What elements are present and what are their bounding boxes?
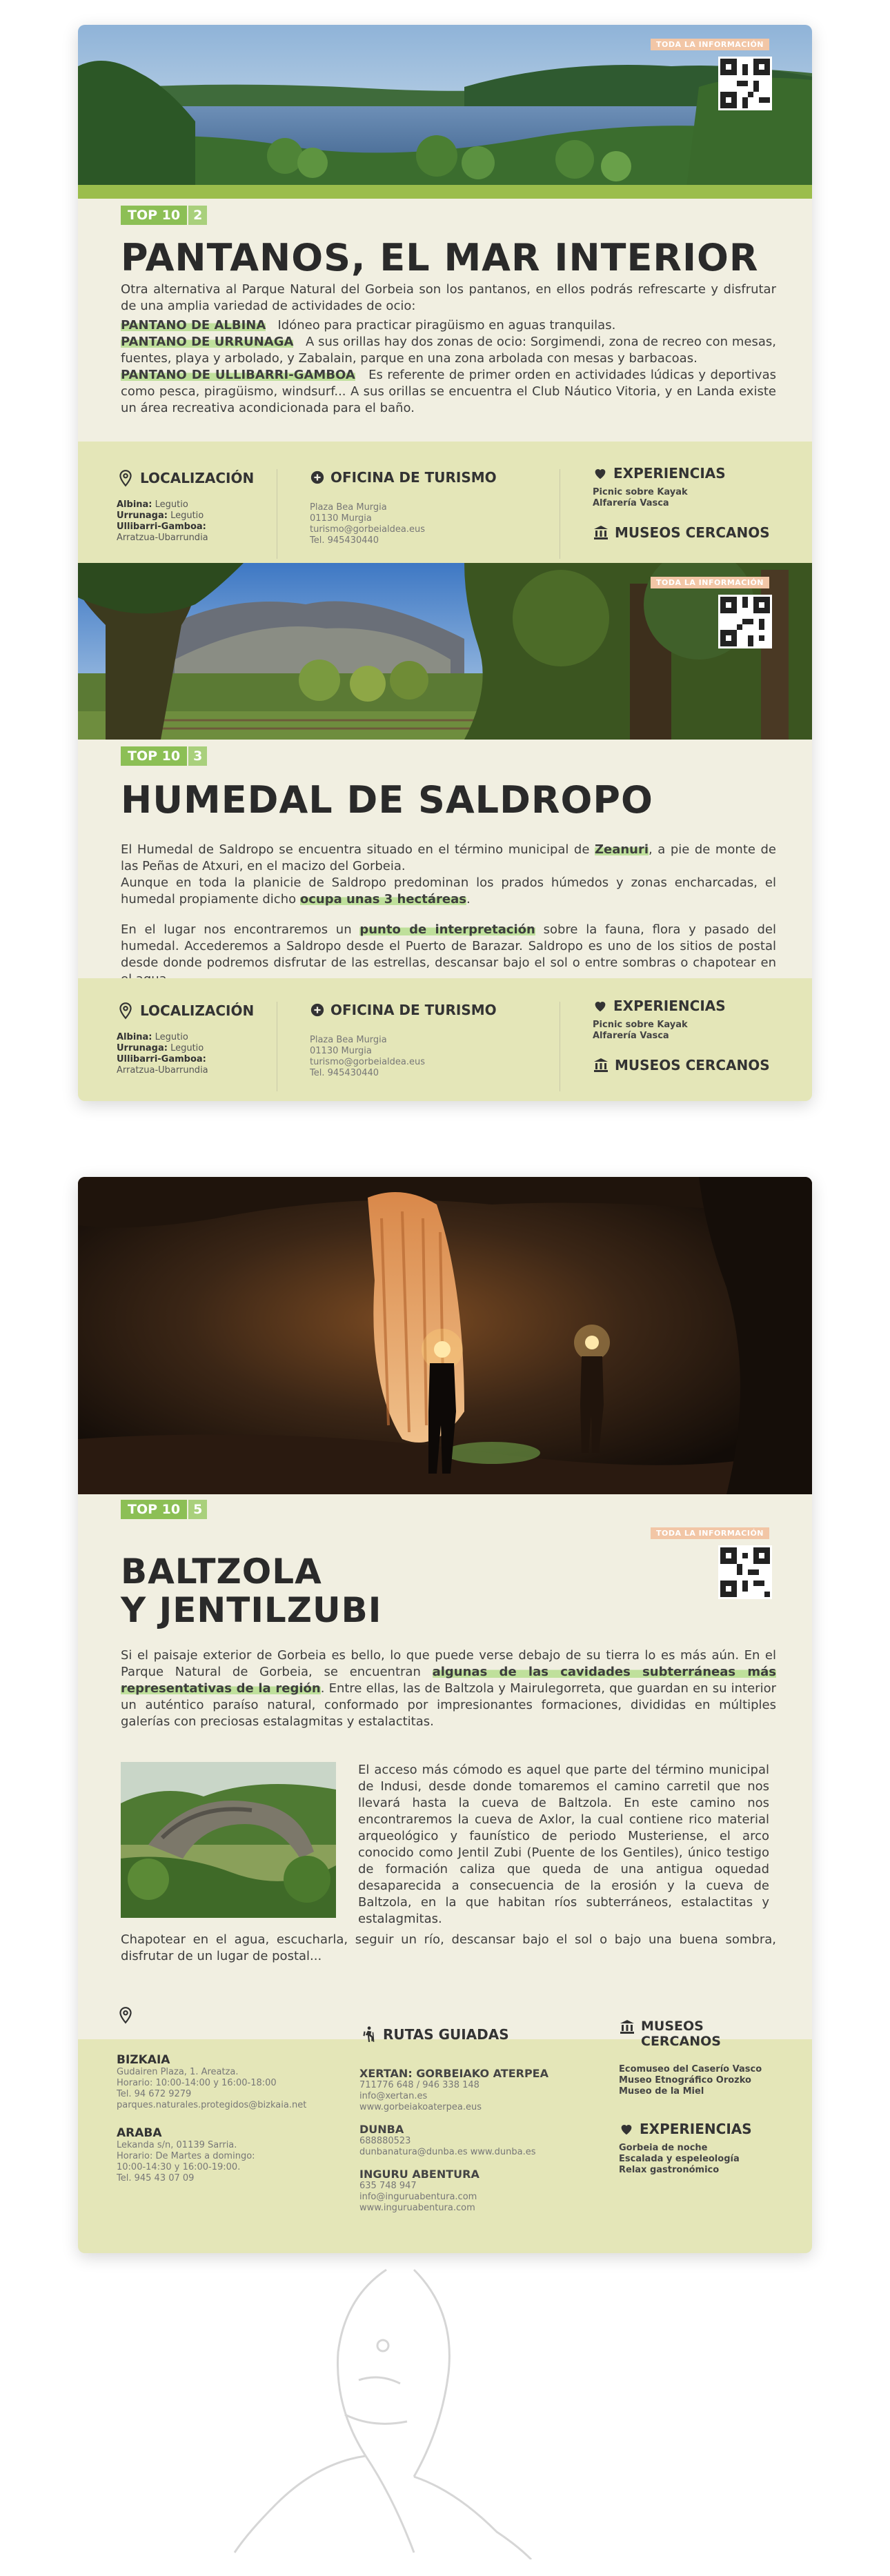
address-line: Gudairen Plaza, 1. Areatza. xyxy=(117,2067,239,2077)
top10-label: TOP 10 xyxy=(121,746,187,766)
inguru-title: INGURU ABENTURA xyxy=(359,2168,479,2181)
qr-code[interactable] xyxy=(718,57,772,110)
section-body xyxy=(121,281,776,417)
experiences-list xyxy=(593,487,793,509)
map-pin-icon xyxy=(117,469,135,487)
phone-line[interactable]: 635 748 947 xyxy=(359,2181,417,2191)
top10-badge xyxy=(121,206,207,225)
experience-item[interactable]: Gorbeia de noche xyxy=(619,2143,708,2153)
experiences-block xyxy=(593,465,793,541)
info-band xyxy=(78,978,812,1101)
hiker-icon xyxy=(359,2025,377,2043)
top10-badge xyxy=(121,746,207,766)
loc-value: Legutio xyxy=(170,1043,204,1053)
contact-line[interactable]: dunbanatura@dunba.es www.dunba.es xyxy=(359,2147,536,2157)
web-link[interactable]: www.inguruabentura.com xyxy=(359,2203,475,2213)
museum-icon xyxy=(593,524,609,541)
phone-line[interactable]: Tel. 94 672 9279 xyxy=(117,2089,192,2099)
loc-label: Albina: xyxy=(117,499,152,510)
title-line: BALTZOLA xyxy=(121,1552,322,1592)
museums-title: MUSEOS CERCANOS xyxy=(615,1057,770,1073)
paragraph-1 xyxy=(121,842,776,875)
location-heading xyxy=(117,469,282,487)
paragraph-2 xyxy=(121,875,776,908)
hours-line: 10:00-14:30 y 16:00-19:00. xyxy=(117,2162,241,2172)
top10-label: TOP 10 xyxy=(121,206,187,225)
experience-item[interactable]: Alfarería Vasca xyxy=(593,1031,669,1041)
text-run: . Entre ellas, las de Baltzola y Mairulegorreta, que guardan en su interior un auténtico paraíso natural, conformado por impresionantes formaciones, divididas en múltiples galerías con preciosas estalagmitas y estalactitas. xyxy=(121,1681,776,1729)
location-title: LOCALIZACIÓN xyxy=(140,470,255,486)
info-band xyxy=(78,442,812,563)
museums-list xyxy=(619,2064,784,2097)
ullibarri-text: Es referente de primer orden en actividades lúdicas y deportivas como pesca, piragüismo, windsurf... A sus orillas se encuentra el Club Náutico Vitoria, y en Landa existe un área recreativa acondicionada para el baño. xyxy=(121,368,776,415)
ullibarri-name: PANTANO DE ULLIBARRI-GAMBOA xyxy=(121,368,355,382)
experiences-title: EXPERIENCIAS xyxy=(640,2121,752,2137)
tourism-office-heading xyxy=(310,1002,517,1018)
loc-value: Arratzua-Ubarrundia xyxy=(117,1065,208,1076)
bizkaia-title: BIZKAIA xyxy=(117,2053,170,2067)
map-pin-icon xyxy=(117,2006,135,2024)
qr-info-tag: TODA LA INFORMACIÓN xyxy=(651,577,769,588)
experiences-list xyxy=(593,1020,793,1042)
tourism-office-lines xyxy=(310,502,517,546)
loc-label: Ullibarri-Gamboa: xyxy=(117,522,206,532)
location-block xyxy=(117,1002,282,1076)
loc-value: Legutio xyxy=(155,499,188,510)
section-title: PANTANOS, EL MAR INTERIOR xyxy=(121,236,759,279)
bizkaia-lines xyxy=(117,2067,317,2111)
email-line[interactable]: parques.naturales.protegidos@bizkaia.net xyxy=(117,2100,307,2110)
paragraph-1 xyxy=(121,1647,776,1730)
experience-item[interactable]: Escalada y espeleología xyxy=(619,2154,740,2164)
office-email[interactable]: turismo@gorbeialdea.eus xyxy=(310,524,426,535)
office-email[interactable]: turismo@gorbeialdea.eus xyxy=(310,1057,426,1067)
museums-title: MUSEOS CERCANOS xyxy=(615,524,770,541)
tourism-office-title: OFICINA DE TURISMO xyxy=(330,469,497,486)
text-run: sobre la fauna, flora y pasado del humedal. Accederemos a Saldropo desde el Puerto de Barazar. Saldropo es uno de los sitios de postal desde donde podremos disfrutar de las estrellas, descansar bajo el sol o entre sombras o chapotear en xyxy=(121,922,777,970)
paragraph-3: Chapotear en el agua, escucharla, seguir un río, descansar bajo el sol o bajo una buena sombra, disfrutar de un lugar de postal... xyxy=(121,1932,776,1963)
tourism-office-block xyxy=(310,1002,517,1079)
heart-icon xyxy=(619,2121,634,2137)
text-run: En el lugar nos encontraremos un xyxy=(121,922,360,937)
text-run: . xyxy=(466,892,471,906)
top10-label: TOP 10 xyxy=(121,1500,187,1519)
section-title: HUMEDAL DE SALDROPO xyxy=(121,778,653,822)
experiences-title: EXPERIENCIAS xyxy=(613,465,726,482)
loc-label: Albina: xyxy=(117,1032,152,1042)
guided-routes-block xyxy=(359,2025,566,2214)
dunba-lines xyxy=(359,2136,566,2158)
location-lines xyxy=(117,499,282,544)
highlight: ocupa unas 3 hectáreas xyxy=(299,892,466,906)
plus-circle-icon xyxy=(310,470,325,485)
loc-value: Legutio xyxy=(155,1032,188,1042)
museum-item[interactable]: Museo Etnográfico Orozko xyxy=(619,2075,751,2085)
experience-item[interactable]: Relax gastronómico xyxy=(619,2165,720,2175)
museums-heading xyxy=(593,1057,793,1073)
araba-title: ARABA xyxy=(117,2126,162,2140)
brochure-page-2 xyxy=(78,1177,812,2253)
urrunaga-name: PANTANO DE URRUNAGA xyxy=(121,335,294,349)
loc-label: Urrunaga: xyxy=(117,1043,168,1053)
phone-line[interactable]: 711776 648 / 946 338 148 xyxy=(359,2080,479,2090)
plus-circle-icon xyxy=(310,1002,325,1018)
hours-line: Horario: 10:00-14:00 y 16:00-18:00 xyxy=(117,2078,277,2088)
albina-text: Idóneo para practicar piragüismo en aguas tranquilas. xyxy=(277,318,616,333)
info-band xyxy=(78,2019,812,2253)
location-title: LOCALIZACIÓN xyxy=(140,1002,255,1019)
heart-icon xyxy=(593,466,608,481)
museums-heading xyxy=(593,524,793,541)
loc-value: Legutio xyxy=(170,511,204,521)
hours-line: Horario: De Martes a domingo: xyxy=(117,2151,255,2161)
routes-heading xyxy=(359,2025,566,2043)
office-line: 01130 Murgia xyxy=(310,513,372,524)
map-pin-icon xyxy=(117,1002,135,1020)
tourism-office-heading xyxy=(310,469,517,486)
location-heading xyxy=(117,1002,282,1020)
cave-photo xyxy=(78,1177,812,1494)
loc-label: Ullibarri-Gamboa: xyxy=(117,1054,206,1064)
experiences-heading xyxy=(619,2121,784,2137)
museums-heading xyxy=(619,2019,784,2049)
experiences-heading xyxy=(593,465,793,482)
qr-code[interactable] xyxy=(718,595,772,648)
text-run: , a pie de monte de las Peñas de Atxuri, en el macizo del Gorbeia. xyxy=(121,842,776,873)
centers-heading xyxy=(117,2006,317,2024)
araba-lines xyxy=(117,2140,317,2184)
web-link[interactable]: www.gorbeiakoaterpea.eus xyxy=(359,2102,482,2112)
experiences-block xyxy=(593,998,793,1073)
museums-title: MUSEOS CERCANOS xyxy=(641,2019,721,2049)
experience-item[interactable]: Picnic sobre Kayak xyxy=(593,1020,688,1030)
albina-name: PANTANO DE ALBINA xyxy=(121,318,266,333)
reservoir-photo xyxy=(78,25,812,199)
routes-title: RUTAS GUIADAS xyxy=(383,2026,509,2043)
highlight: punto de interpretación xyxy=(359,922,535,937)
text-run: Si el paisaje exterior de Gorbeia es bello, lo que puede verse debajo de su tierra lo es más aún. En el Parque Natural de Gorbeia, se encuentran xyxy=(121,1648,776,1679)
experiences-title: EXPERIENCIAS xyxy=(613,998,726,1014)
office-phone[interactable]: Tel. 945430440 xyxy=(310,1068,379,1078)
qr-info-tag: TODA LA INFORMACIÓN xyxy=(651,39,769,50)
qr-info-tag: TODA LA INFORMACIÓN xyxy=(651,1527,769,1539)
museum-icon xyxy=(593,1057,609,1073)
highlight: Zeanuri xyxy=(594,842,649,857)
office-line: Plaza Bea Murgia xyxy=(310,502,387,513)
stone-arch-photo xyxy=(121,1762,336,1918)
title-line: Y JENTILZUBI xyxy=(121,1590,382,1630)
wetland-photo xyxy=(78,563,812,740)
experience-item[interactable]: Picnic sobre Kayak xyxy=(593,487,688,497)
office-phone[interactable]: Tel. 945430440 xyxy=(310,535,379,546)
rank-number: 5 xyxy=(188,1500,207,1519)
museum-item[interactable]: Museo de la Miel xyxy=(619,2086,704,2097)
loc-value: Arratzua-Ubarrundia xyxy=(117,533,208,543)
paragraph-2: El acceso más cómodo es aquel que parte del término municipal de Indusi, desde donde tomaremos el camino carretil que nos llevará hasta la cueva de Baltzola. En este camino nos encontraremos la cueva de Axlor, la cual contiene rico material arqueológico y faunístico de periodo Musteriense, el arco conocido como Jentil Zubi (Puente de los Gentiles), único testigo de formación caliza que queda de una antigua oquedad desaparecida a consecuencia de la erosión y la cueva de Baltzola, en la que habitan ríos subterráneos, estalactitas y estalagmitas. xyxy=(358,1763,769,1926)
intro-paragraph: Otra alternativa al Parque Natural del Gorbeia son los pantanos, en ellos podrás refrescarte y disfrutar de una amplia variedad de actividades de ocio: xyxy=(121,282,776,313)
section-title xyxy=(121,1552,382,1629)
location-lines xyxy=(117,1032,282,1076)
office-line: 01130 Murgia xyxy=(310,1046,372,1056)
xertan-title: XERTAN: GORBEIAKO ATERPEA xyxy=(359,2067,548,2080)
xertan-lines xyxy=(359,2080,566,2113)
dunba-title: DUNBA xyxy=(359,2123,404,2136)
qr-code[interactable] xyxy=(718,1545,772,1599)
text-run: El Humedal de Saldropo se encuentra situado en el término municipal de xyxy=(121,842,595,857)
rank-number: 2 xyxy=(188,206,207,225)
loc-label: Urrunaga: xyxy=(117,511,168,521)
section-body xyxy=(121,842,776,988)
highlight: algunas de las cavidades subterráneas más representativas de la región xyxy=(121,1665,776,1696)
experiences-list xyxy=(619,2143,784,2176)
office-line: Plaza Bea Murgia xyxy=(310,1035,387,1045)
location-block xyxy=(117,469,282,544)
email-line[interactable]: info@xertan.es xyxy=(359,2091,428,2101)
address-line: Lekanda s/n, 01139 Sarria. xyxy=(117,2140,237,2150)
inguru-lines xyxy=(359,2181,566,2214)
bird-sketch-illustration xyxy=(207,2256,593,2559)
nearby-museums-block xyxy=(619,2019,784,2176)
pantanos-section xyxy=(78,25,812,563)
top10-badge xyxy=(121,1500,207,1519)
experience-item[interactable]: Alfarería Vasca xyxy=(593,498,669,508)
ullibarri-item xyxy=(121,367,776,417)
albina-item xyxy=(121,317,776,334)
urrunaga-text: A sus orillas hay dos zonas de ocio: Sorgimendi, zona de recreo con mesas, fuentes, playa y arbolado, y Zabalain, parque en una zona arbolada con mesas y barbacoas. xyxy=(121,335,777,366)
rank-number: 3 xyxy=(188,746,207,766)
tourism-office-lines xyxy=(310,1035,517,1079)
urrunaga-item xyxy=(121,334,776,367)
experiences-heading xyxy=(593,998,793,1014)
museum-icon xyxy=(619,2019,635,2035)
tourism-office-block xyxy=(310,469,517,546)
saldropo-section xyxy=(78,563,812,1101)
museum-item[interactable]: Ecomuseo del Caserío Vasco xyxy=(619,2064,762,2074)
tourism-office-title: OFICINA DE TURISMO xyxy=(330,1002,497,1018)
phone-line[interactable]: 688880523 xyxy=(359,2136,411,2146)
phone-line[interactable]: Tel. 945 43 07 09 xyxy=(117,2173,195,2183)
interpretation-centers-block xyxy=(117,2006,317,2184)
email-line[interactable]: info@inguruabentura.com xyxy=(359,2192,477,2202)
heart-icon xyxy=(593,998,608,1013)
text-run: Aunque en toda la planicie de Saldropo predominan los prados húmedos y zonas encharcadas, el humedal propiamente dicho xyxy=(121,875,776,906)
brochure-page-1 xyxy=(78,25,812,1101)
